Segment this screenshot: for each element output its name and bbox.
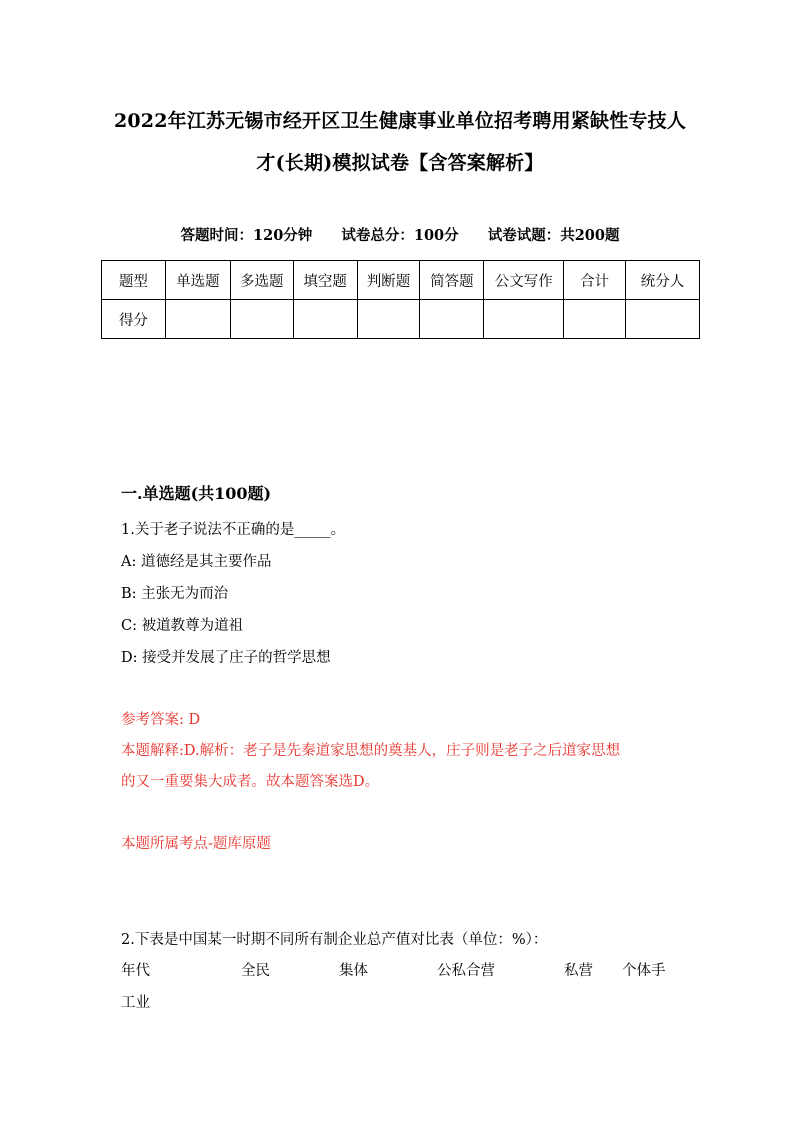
score-table-header-cell: 填空题: [293, 261, 357, 300]
question-2-column-individual: 个体手: [622, 963, 666, 979]
score-table-header-row: [102, 261, 700, 300]
score-cell[interactable]: [165, 300, 230, 339]
question-2-column-private: 私营: [564, 963, 593, 979]
document-title-line-2: 才(长期)模拟试卷【含答案解析】: [256, 152, 544, 174]
question-1-option-d: D: 接受并发展了庄子的哲学思想: [121, 650, 331, 666]
exam-meta: [100, 224, 700, 245]
score-row-label: 得分: [102, 300, 166, 339]
score-table: [101, 260, 700, 339]
score-cell[interactable]: [484, 300, 564, 339]
question-2-stem: 2.下表是中国某一时期不同所有制企业总产值对比表（单位：%）：: [121, 932, 548, 948]
score-cell[interactable]: [230, 300, 293, 339]
question-2-column-collective: 集体: [339, 963, 368, 979]
exam-question-count: 试卷试题：共200题: [487, 227, 620, 244]
question-1-option-b: B: 主张无为而治: [121, 586, 229, 602]
score-table-score-row: [102, 300, 700, 339]
score-table-header-cell: 单选题: [165, 261, 230, 300]
question-1-explanation-line-2: 的又一重要集大成者。故本题答案选D。: [121, 774, 380, 790]
question-1-explanation-line-1: 本题解释:D.解析：老子是先秦道家思想的奠基人，庄子则是老子之后道家思想: [121, 743, 621, 759]
question-1-option-a: A: 道德经是其主要作品: [121, 554, 272, 570]
document-title-line-1: 2022年江苏无锡市经开区卫生健康事业单位招考聘用紧缺性专技人: [113, 110, 687, 132]
question-2-column-wrap: 工业: [121, 995, 150, 1011]
score-cell[interactable]: [564, 300, 626, 339]
question-2-column-joint: 公私合营: [437, 963, 495, 979]
score-table-header-cell: 简答题: [420, 261, 484, 300]
section-heading: 一.单选题(共100题): [121, 484, 272, 503]
score-cell[interactable]: [626, 300, 700, 339]
question-1-stem: 1.关于老子说法不正确的是_____。: [121, 522, 346, 538]
exam-total-score: 试卷总分：100分: [341, 227, 459, 244]
question-1-answer: 参考答案: D: [121, 712, 201, 728]
score-cell[interactable]: [357, 300, 420, 339]
question-2-column-state: 全民: [241, 963, 270, 979]
score-cell[interactable]: [293, 300, 357, 339]
score-table-header-cell: 多选题: [230, 261, 293, 300]
score-table-header-cell: 公文写作: [484, 261, 564, 300]
score-cell[interactable]: [420, 300, 484, 339]
score-table-header-cell: 合计: [564, 261, 626, 300]
score-table-header-cell: 统分人: [626, 261, 700, 300]
exam-time: 答题时间：120分钟: [180, 227, 313, 244]
score-table-header-cell: 题型: [102, 261, 166, 300]
question-1-source: 本题所属考点-题库原题: [121, 836, 271, 852]
score-table-header-cell: 判断题: [357, 261, 420, 300]
question-2-column-year: 年代: [121, 963, 150, 979]
question-1-option-c: C: 被道教尊为道祖: [121, 618, 244, 634]
